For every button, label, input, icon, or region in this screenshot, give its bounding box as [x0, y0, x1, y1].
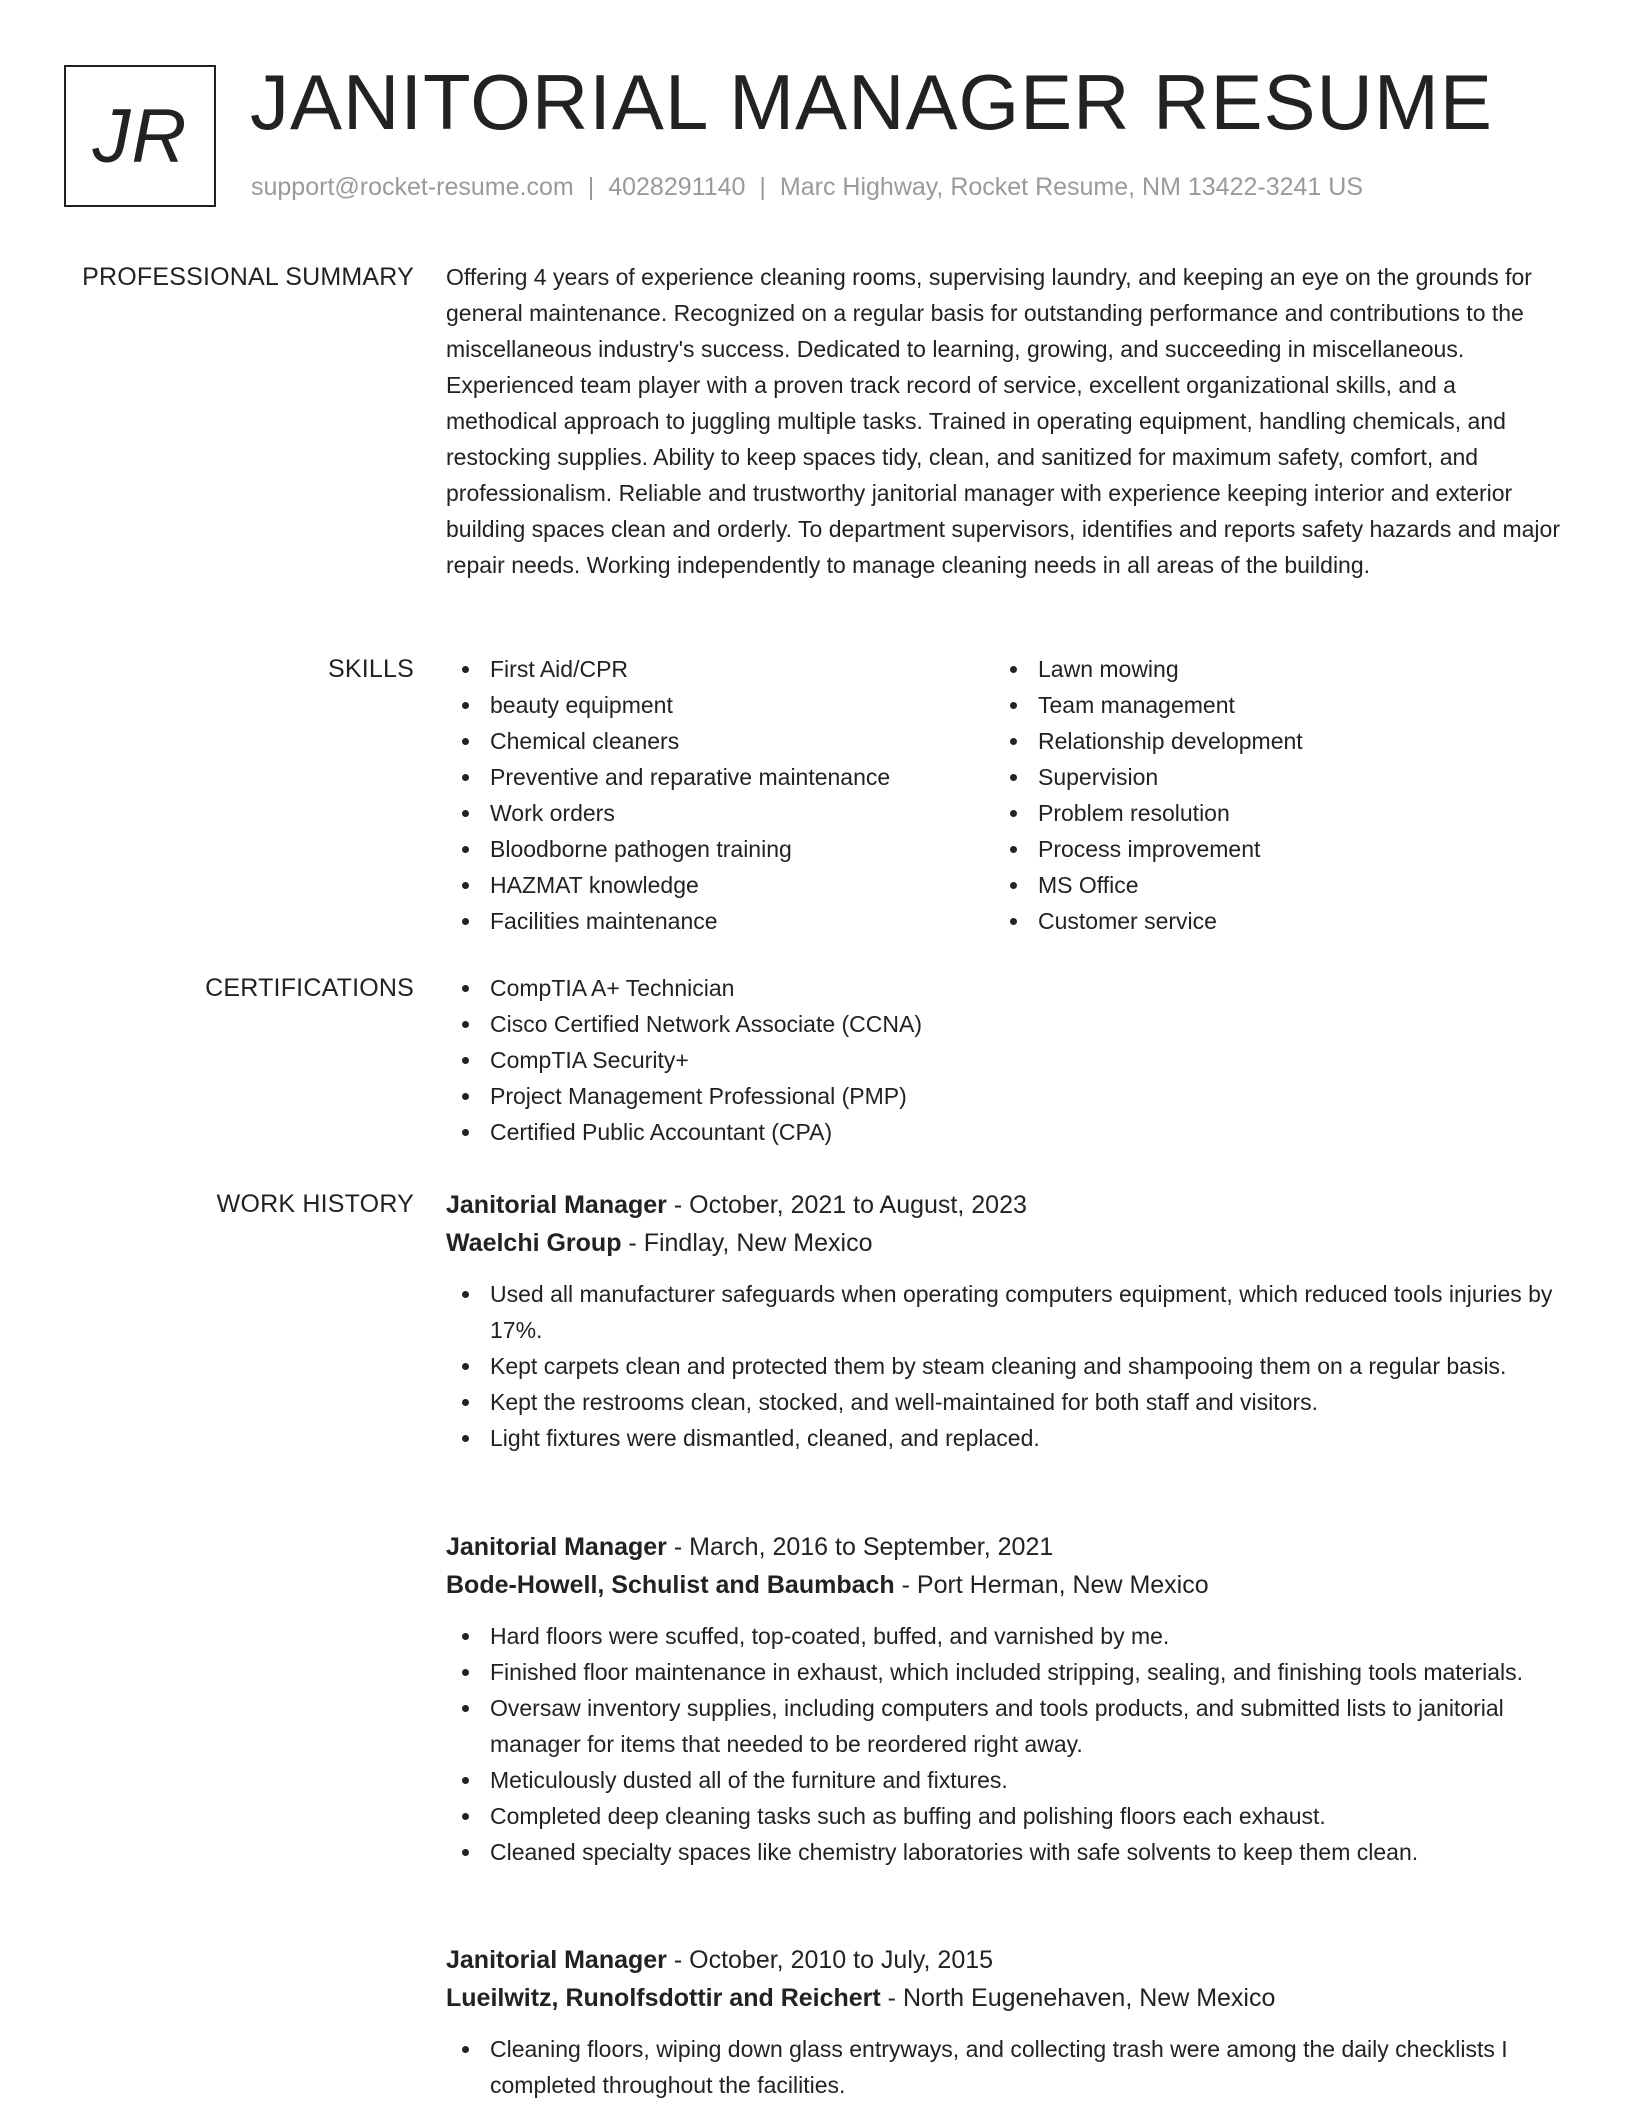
list-item: beauty equipment: [446, 687, 994, 723]
job-company: Lueilwitz, Runolfsdottir and Reichert: [446, 1984, 881, 2012]
list-item: First Aid/CPR: [446, 651, 994, 687]
monogram-logo: JR: [64, 65, 216, 207]
job-bullets: [446, 1618, 1566, 1870]
job-location: - North Eugenehaven, New Mexico: [880, 1984, 1276, 2012]
list-item: Team management: [994, 687, 1542, 723]
job-dates: - October, 2010 to July, 2015: [666, 1946, 994, 1974]
summary-heading: PROFESSIONAL SUMMARY: [82, 263, 414, 291]
certifications-content: [446, 970, 1566, 1150]
list-item: MS Office: [994, 867, 1542, 903]
work-history-heading: WORK HISTORY: [216, 1190, 414, 1218]
job-dates: - October, 2021 to August, 2023: [666, 1191, 1027, 1219]
job-title: Janitorial Manager: [446, 1191, 667, 1219]
job-entry: [446, 1528, 1566, 1870]
list-item: Cisco Certified Network Associate (CCNA): [446, 1006, 1566, 1042]
skills-heading: SKILLS: [328, 655, 414, 683]
job-location: - Port Herman, New Mexico: [894, 1571, 1209, 1599]
list-item: CompTIA A+ Technician: [446, 970, 1566, 1006]
job-company-line: [446, 1566, 1566, 1604]
list-item: Used all manufacturer safeguards when operating computers equipment, which reduced tools injuries by 17%.: [446, 1276, 1566, 1348]
list-item: Certified Public Accountant (CPA): [446, 1114, 1566, 1150]
list-item: HAZMAT knowledge: [446, 867, 994, 903]
list-item: Hard floors were scuffed, top-coated, buffed, and varnished by me.: [446, 1618, 1566, 1654]
skills-list-left: [446, 651, 994, 939]
list-item: Kept the restrooms clean, stocked, and well-maintained for both staff and visitors.: [446, 1384, 1566, 1420]
contact-separator: |: [587, 173, 595, 201]
list-item: Light fixtures were dismantled, cleaned, and replaced.: [446, 1420, 1566, 1456]
list-item: Work orders: [446, 795, 994, 831]
job-title: Janitorial Manager: [446, 1946, 667, 1974]
job-bullets: [446, 1276, 1566, 1456]
list-item: Project Management Professional (PMP): [446, 1078, 1566, 1114]
job-title-line: [446, 1186, 1566, 1224]
job-entry: [446, 1941, 1566, 2103]
job-location: - Findlay, New Mexico: [621, 1229, 873, 1257]
job-title-line: [446, 1941, 1566, 1979]
certifications-list: [446, 970, 1566, 1150]
job-bullets: [446, 2031, 1566, 2103]
job-dates: - March, 2016 to September, 2021: [666, 1533, 1054, 1561]
skills-grid: [446, 651, 1566, 939]
job-title: Janitorial Manager: [446, 1533, 667, 1561]
job-company-line: [446, 1979, 1566, 2017]
list-item: Customer service: [994, 903, 1542, 939]
list-item: Meticulously dusted all of the furniture and fixtures.: [446, 1762, 1566, 1798]
contact-separator: |: [759, 173, 766, 201]
skills-column-right: [994, 651, 1542, 939]
contact-email: support@rocket-resume.com: [251, 173, 574, 201]
job-company: Bode-Howell, Schulist and Baumbach: [446, 1571, 895, 1599]
summary-text: Offering 4 years of experience cleaning rooms, supervising laundry, and keeping an eye on the grounds for general maintenance. Recognized on a regular basis for outstanding performance and contributions to the miscellaneous industry's success. Dedicated to learning, growing, and succeeding in miscellaneous. Experienced team player with a proven track record of service, excellent organizational skills, and a methodical approach to juggling multiple tasks. Trained in operating equipment, handling chemicals, and restocking supplies. Ability to keep spaces tidy, clean, and sanitized for maximum safety, comfort, and professionalism. Reliable and trustworthy janitorial manager with experience keeping interior and exterior building spaces clean and orderly. To department supervisors, identifies and reports safety hazards and major repair needs. Working independently to manage cleaning needs in all areas of the building.: [446, 264, 1560, 578]
list-item: Cleaned specialty spaces like chemistry laboratories with safe solvents to keep them clean.: [446, 1834, 1566, 1870]
list-item: Relationship development: [994, 723, 1542, 759]
list-item: CompTIA Security+: [446, 1042, 1566, 1078]
skills-content: [446, 651, 1566, 939]
list-item: Oversaw inventory supplies, including computers and tools products, and submitted lists to janitorial manager for items that needed to be reordered right away.: [446, 1690, 1566, 1762]
list-item: Process improvement: [994, 831, 1542, 867]
job-title-line: [446, 1528, 1566, 1566]
list-item: Finished floor maintenance in exhaust, which included stripping, sealing, and finishing tools materials.: [446, 1654, 1566, 1690]
contact-address: Marc Highway, Rocket Resume, NM 13422-3241 US: [779, 173, 1364, 201]
job-entry: [446, 1186, 1566, 1456]
list-item: Lawn mowing: [994, 651, 1542, 687]
list-item: Bloodborne pathogen training: [446, 831, 994, 867]
contact-phone: 4028291140: [608, 173, 746, 201]
contact-line: [251, 173, 1363, 202]
list-item: Cleaning floors, wiping down glass entryways, and collecting trash were among the daily checklists I completed throughout the facilities.: [446, 2031, 1566, 2103]
list-item: Problem resolution: [994, 795, 1542, 831]
list-item: Preventive and reparative maintenance: [446, 759, 994, 795]
skills-column-left: [446, 651, 994, 939]
list-item: Chemical cleaners: [446, 723, 994, 759]
list-item: Completed deep cleaning tasks such as buffing and polishing floors each exhaust.: [446, 1798, 1566, 1834]
list-item: Kept carpets clean and protected them by steam cleaning and shampooing them on a regular basis.: [446, 1348, 1566, 1384]
list-item: Supervision: [994, 759, 1542, 795]
list-item: Facilities maintenance: [446, 903, 994, 939]
skills-list-right: [994, 651, 1542, 939]
summary-content: [446, 259, 1566, 583]
job-company-line: [446, 1224, 1566, 1262]
certifications-heading: CERTIFICATIONS: [205, 974, 414, 1002]
resume-title: JANITORIAL MANAGER RESUME: [250, 58, 1493, 146]
job-company: Waelchi Group: [446, 1229, 622, 1257]
